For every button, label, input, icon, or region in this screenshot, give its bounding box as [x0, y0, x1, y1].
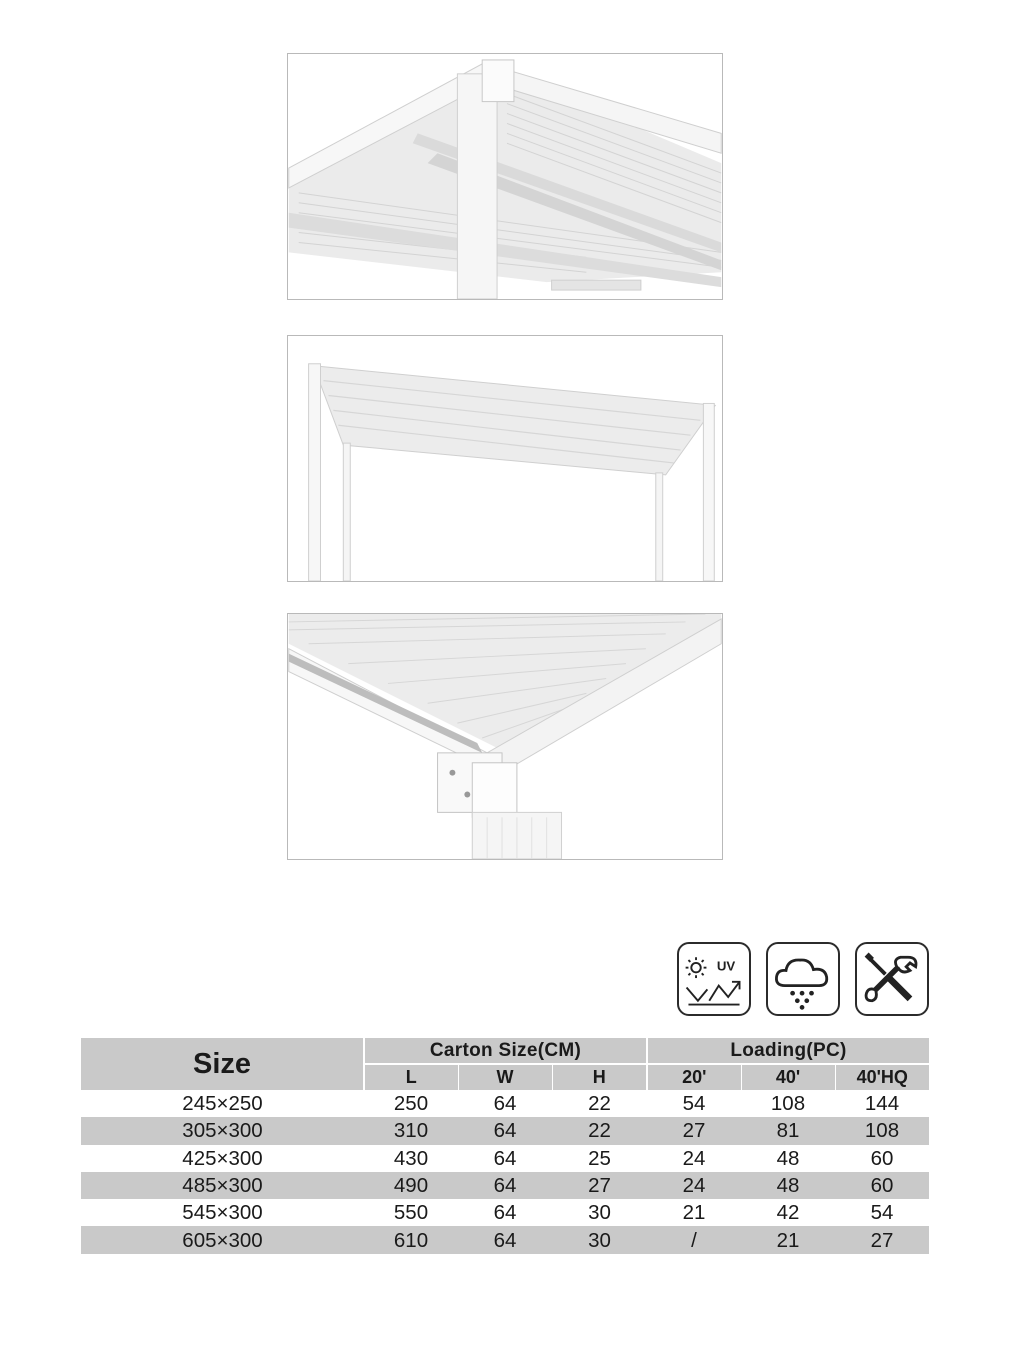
load-40ft-cell: 108 [741, 1090, 835, 1117]
height-cell: 22 [552, 1117, 647, 1144]
table-row [81, 1090, 929, 1117]
load-40hq-cell: 108 [835, 1117, 929, 1144]
size-cell: 305×300 [81, 1117, 364, 1144]
width-cell: 64 [458, 1090, 552, 1117]
loading-header: Loading(PC) [647, 1038, 929, 1064]
width-cell: 64 [458, 1199, 552, 1226]
load-20ft-cell: 21 [647, 1199, 741, 1226]
width-cell: 64 [458, 1172, 552, 1199]
length-cell: 490 [364, 1172, 458, 1199]
loading-col-40hq: 40'HQ [835, 1064, 929, 1090]
table-row [81, 1199, 929, 1226]
width-cell: 64 [458, 1117, 552, 1144]
height-cell: 25 [552, 1145, 647, 1172]
uv-protection-icon [677, 942, 751, 1016]
width-cell: 64 [458, 1145, 552, 1172]
carton-col-l: L [364, 1064, 458, 1090]
pergola-corner-close-up [287, 53, 723, 300]
load-40ft-cell: 42 [741, 1199, 835, 1226]
carton-col-w: W [458, 1064, 552, 1090]
length-cell: 250 [364, 1090, 458, 1117]
height-cell: 30 [552, 1199, 647, 1226]
feature-icons [677, 942, 930, 1018]
height-cell: 30 [552, 1226, 647, 1253]
load-40hq-cell: 60 [835, 1172, 929, 1199]
load-40ft-cell: 48 [741, 1145, 835, 1172]
load-20ft-cell: / [647, 1226, 741, 1253]
width-cell: 64 [458, 1226, 552, 1253]
load-40hq-cell: 54 [835, 1199, 929, 1226]
specification-table [81, 1038, 929, 1254]
pergola-full-frame [287, 335, 723, 582]
size-cell: 425×300 [81, 1145, 364, 1172]
table-row [81, 1226, 929, 1253]
load-40hq-cell: 60 [835, 1145, 929, 1172]
table-row [81, 1145, 929, 1172]
wrench-screwdriver-icon [855, 942, 929, 1016]
table-row [81, 1172, 929, 1199]
size-cell: 245×250 [81, 1090, 364, 1117]
height-cell: 22 [552, 1090, 647, 1117]
load-40hq-cell: 27 [835, 1226, 929, 1253]
length-cell: 430 [364, 1145, 458, 1172]
height-cell: 27 [552, 1172, 647, 1199]
carton-col-h: H [552, 1064, 647, 1090]
pergola-joint-image [288, 614, 722, 859]
rain-cloud-icon [766, 942, 840, 1016]
size-cell: 605×300 [81, 1226, 364, 1253]
size-cell: 545×300 [81, 1199, 364, 1226]
size-header: Size [81, 1038, 364, 1090]
pergola-corner-joint [287, 613, 723, 860]
load-20ft-cell: 24 [647, 1145, 741, 1172]
carton-size-header: Carton Size(CM) [364, 1038, 647, 1064]
load-40ft-cell: 21 [741, 1226, 835, 1253]
loading-col-40ft: 40' [741, 1064, 835, 1090]
loading-col-20ft: 20' [647, 1064, 741, 1090]
table-row [81, 1117, 929, 1144]
load-40hq-cell: 144 [835, 1090, 929, 1117]
length-cell: 310 [364, 1117, 458, 1144]
size-cell: 485×300 [81, 1172, 364, 1199]
pergola-frame-image [288, 336, 722, 581]
load-20ft-cell: 54 [647, 1090, 741, 1117]
load-20ft-cell: 27 [647, 1117, 741, 1144]
uv-label: UV [716, 958, 736, 974]
load-20ft-cell: 24 [647, 1172, 741, 1199]
length-cell: 610 [364, 1226, 458, 1253]
length-cell: 550 [364, 1199, 458, 1226]
load-40ft-cell: 81 [741, 1117, 835, 1144]
pergola-corner-image [288, 54, 722, 299]
load-40ft-cell: 48 [741, 1172, 835, 1199]
